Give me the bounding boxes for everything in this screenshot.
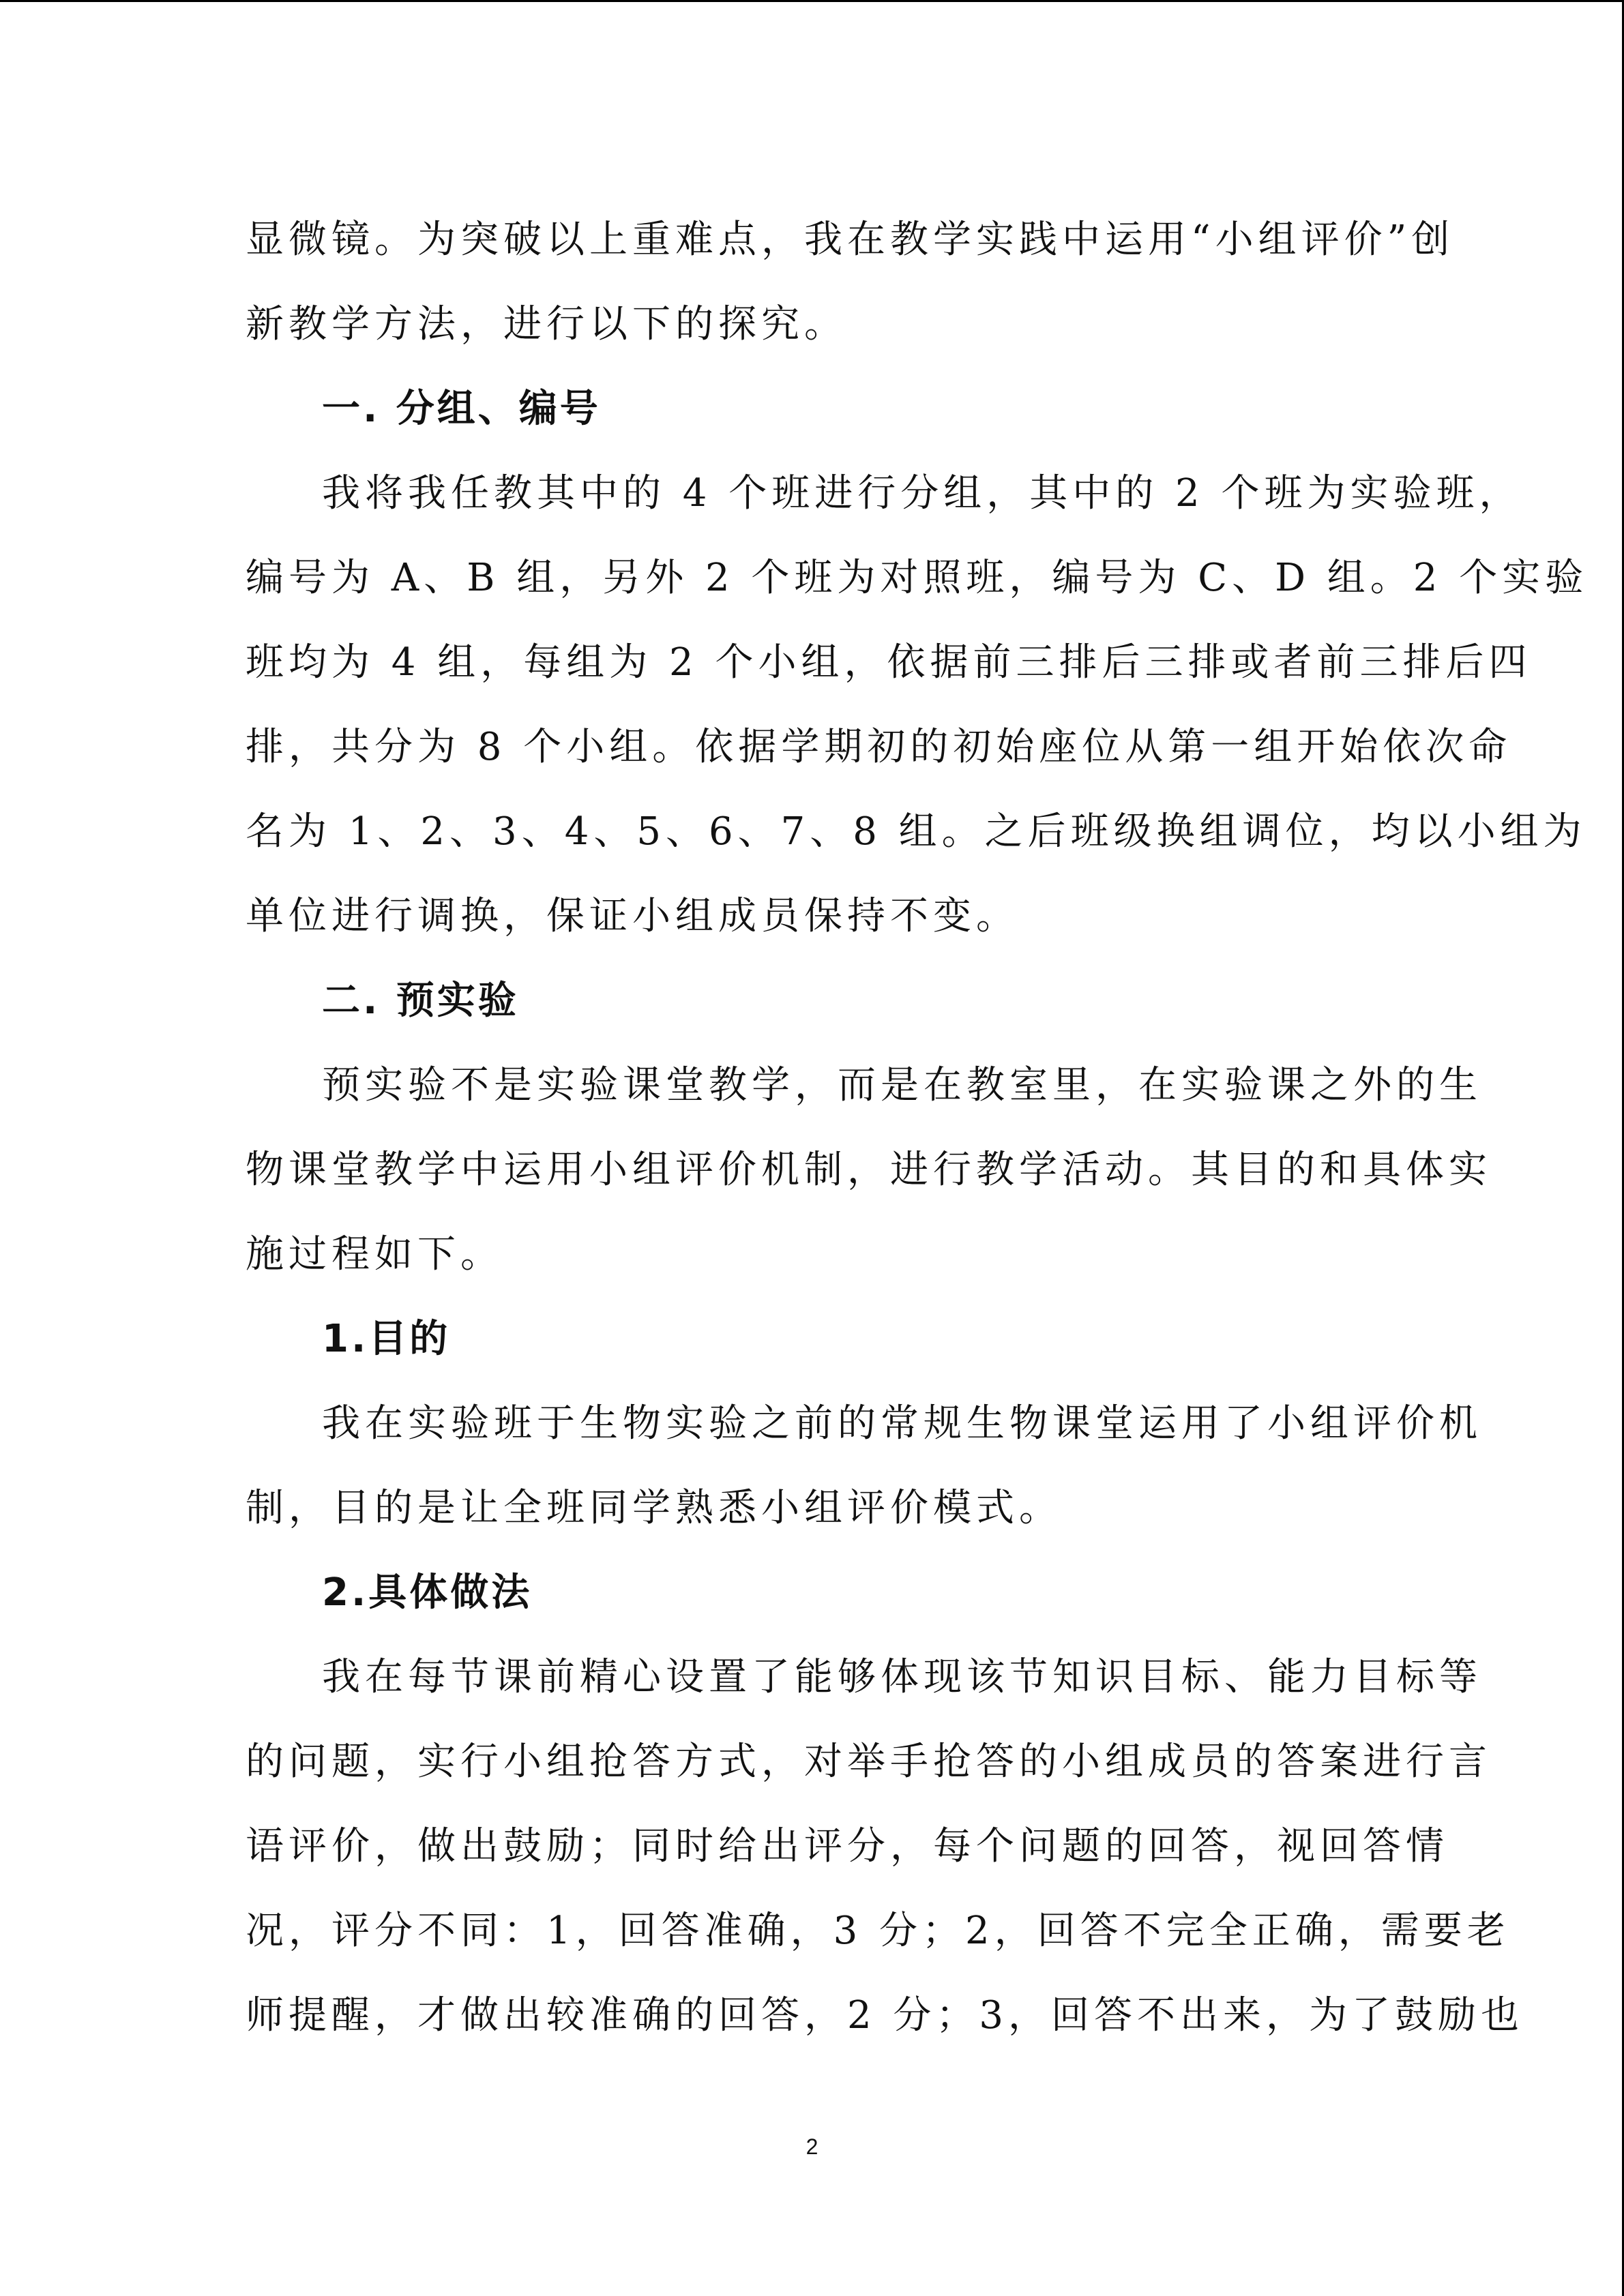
paragraph-line: 物课堂教学中运用小组评价机制，进行教学活动。其目的和具体实	[246, 1148, 1492, 1192]
section-heading: 二. 预实验	[322, 979, 519, 1023]
paragraph-line: 编号为 A、B 组，另外 2 个班为对照班，编号为 C、D 组。2 个实验	[246, 556, 1589, 600]
section-heading: 2.具体做法	[322, 1570, 533, 1615]
section-heading: 1.目的	[322, 1317, 451, 1361]
paragraph-line: 名为 1、2、3、4、5、6、7、8 组。之后班级换组调位，均以小组为	[246, 809, 1586, 854]
paragraph-line: 语评价，做出鼓励；同时给出评分，每个问题的回答，视回答情	[246, 1824, 1449, 1868]
paragraph-line: 新教学方法，进行以下的探究。	[246, 302, 847, 346]
page-border-top	[0, 0, 1624, 2]
paragraph-line: 况，评分不同：1，回答准确，3 分；2，回答不完全正确，需要老	[246, 1909, 1510, 1953]
paragraph-line: 我在实验班于生物实验之前的常规生物课堂运用了小组评价机	[322, 1401, 1482, 1446]
page-number: 2	[806, 2134, 818, 2159]
paragraph-line: 我在每节课前精心设置了能够体现该节知识目标、能力目标等	[322, 1655, 1482, 1699]
paragraph-line: 的问题，实行小组抢答方式，对举手抢答的小组成员的答案进行言	[246, 1740, 1492, 1784]
paragraph-line: 预实验不是实验课堂教学，而是在教室里，在实验课之外的生	[322, 1063, 1482, 1107]
paragraph-line: 我将我任教其中的 4 个班进行分组，其中的 2 个班为实验班，	[322, 471, 1522, 516]
paragraph-line: 施过程如下。	[246, 1232, 503, 1277]
paragraph-line: 班均为 4 组，每组为 2 个小组，依据前三排后三排或者前三排后四	[246, 640, 1532, 685]
paragraph-line: 师提醒，才做出较准确的回答，2 分；3，回答不出来，为了鼓励也	[246, 1993, 1524, 2038]
paragraph-line: 显微镜。为突破以上重难点，我在教学实践中运用“小组评价”创	[246, 218, 1455, 262]
paragraph-line: 制，目的是让全班同学熟悉小组评价模式。	[246, 1486, 1062, 1530]
document-page	[246, 198, 1589, 2058]
section-heading: 一. 分组、编号	[322, 387, 601, 431]
paragraph-line: 单位进行调换，保证小组成员保持不变。	[246, 894, 1019, 938]
paragraph-line: 排，共分为 8 个小组。依据学期初的初始座位从第一组开始依次命	[246, 725, 1512, 769]
